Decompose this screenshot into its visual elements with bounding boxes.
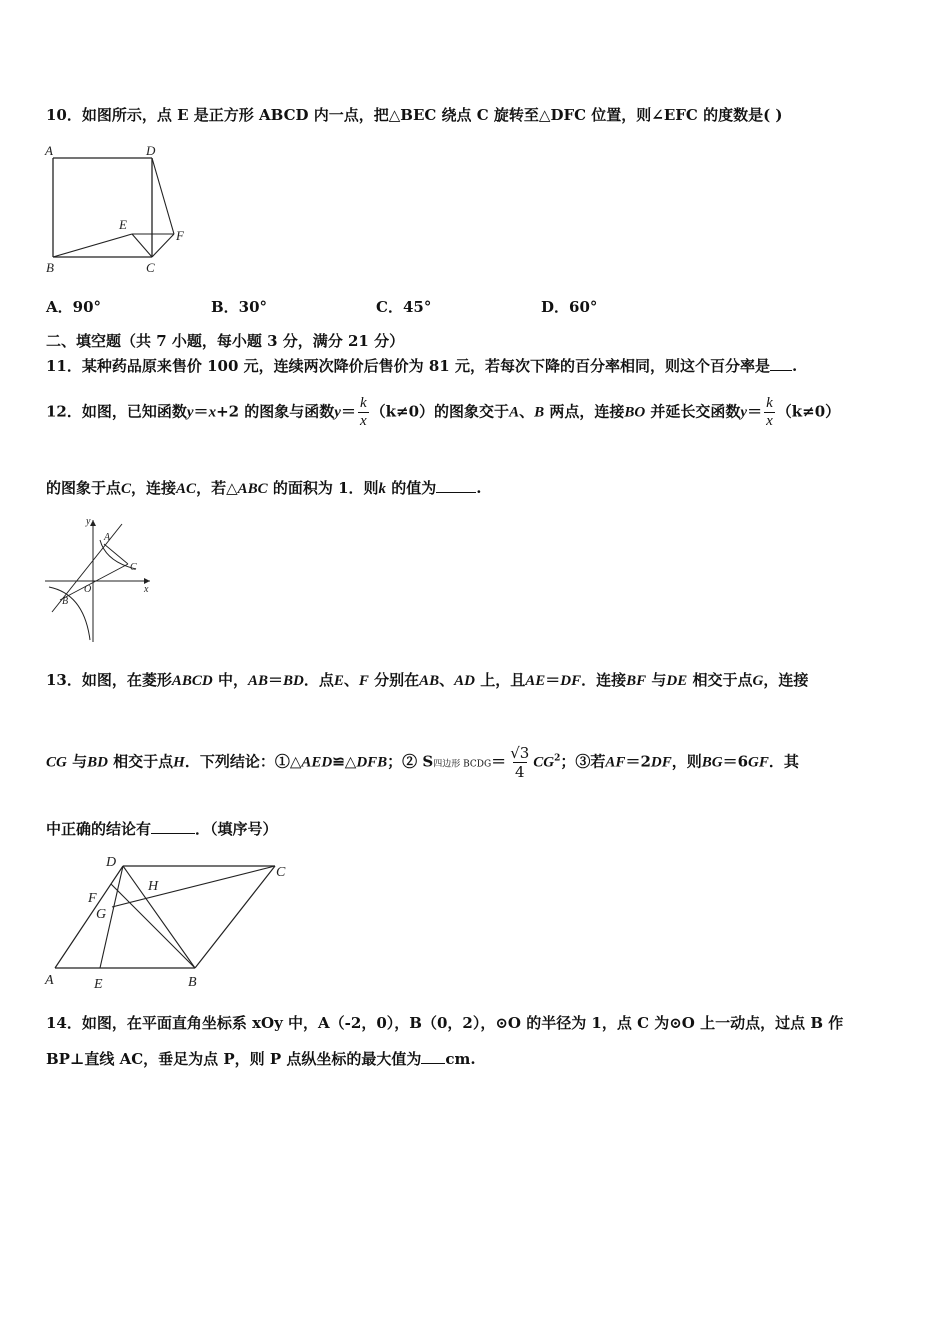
option-c: C．45° <box>376 298 432 316</box>
option-d: D．60° <box>541 298 598 316</box>
label-E: E <box>94 977 103 992</box>
fraction-k-over-x-2: $\frac{k}{x}$ <box>766 395 773 429</box>
label-F: F <box>176 228 184 243</box>
label-A: A <box>104 532 111 543</box>
label-F: F <box>88 891 97 906</box>
q10-text: 10．如图所示，点 E 是正方形 ABCD 内一点，把△BEC 绕点 C 旋转至△DFC 位置，则∠EFC 的度数是( ) <box>46 106 783 124</box>
label-O: O <box>84 584 92 595</box>
q14-line1: 14．如图，在平面直角坐标系 xOy 中，A（-2，0），B（0，2），⊙O 的半径为 1，点 C 为⊙O 上一动点，过点 B 作 <box>46 1014 844 1032</box>
q13-rhombus-figure <box>40 850 300 995</box>
label-G: G <box>96 907 107 922</box>
q12-graph-figure <box>40 512 160 644</box>
q11-text: 11．某种药品原来售价 100 元，连续两次降价后售价为 81 元，若每次下降的百分率相同，则这个百分率是 . <box>46 357 798 375</box>
label-B: B <box>62 596 69 607</box>
label-E: E <box>119 217 127 232</box>
q13-line3: 中正确的结论有 ．（填序号） <box>46 820 278 838</box>
label-C: C <box>130 562 137 573</box>
label-B: B <box>188 975 197 990</box>
fraction-sqrt3-over-4: $\frac{√3}{4}$ <box>510 744 530 781</box>
label-y: y <box>86 516 91 527</box>
label-D: D <box>106 855 117 870</box>
q14-line2: BP⊥直线 AC，垂足为点 P，则 P 点纵坐标的最大值为 cm. <box>46 1050 476 1068</box>
option-b: B．30° <box>211 298 268 316</box>
label-H: H <box>148 879 159 894</box>
q12-line2: 的图象于点C，连接AC，若△ABC 的面积为 1．则k 的值为 . <box>46 479 482 497</box>
label-C: C <box>146 260 155 275</box>
label-C: C <box>276 865 286 880</box>
option-a: A．90° <box>46 298 102 316</box>
label-B: B <box>46 260 54 275</box>
section-heading: 二、填空题（共 7 小题，每小题 3 分，满分 21 分） <box>46 332 405 350</box>
q13-line2: CG 与BD 相交于点H．下列结论：①△AED≌△DFB；② S四边形 BCDG＝ $\frac{√3}{4}$ $CG^2$；③若AF＝2DF，则BG＝6GF．其 <box>46 744 799 781</box>
q12-line1: 12．如图，已知函数y＝x+2 的图象与函数y＝ $\frac{k}{x}$ （k≠0）的图象交于A、B 两点，连接BO 并延长交函数y＝ $\frac{k}{x}$ （k≠0） <box>46 395 841 429</box>
fraction-k-over-x: $\frac{k}{x}$ <box>359 395 367 429</box>
q13-line1: 13．如图，在菱形ABCD 中，AB＝BD．点E、F 分别在AB、AD 上，且AE＝DF．连接BF 与DE 相交于点G，连接 <box>46 671 809 689</box>
label-x: x <box>144 584 149 595</box>
label-D: D <box>146 143 156 158</box>
q10-square-figure <box>40 140 200 280</box>
label-A: A <box>45 973 54 988</box>
label-A: A <box>45 143 53 158</box>
